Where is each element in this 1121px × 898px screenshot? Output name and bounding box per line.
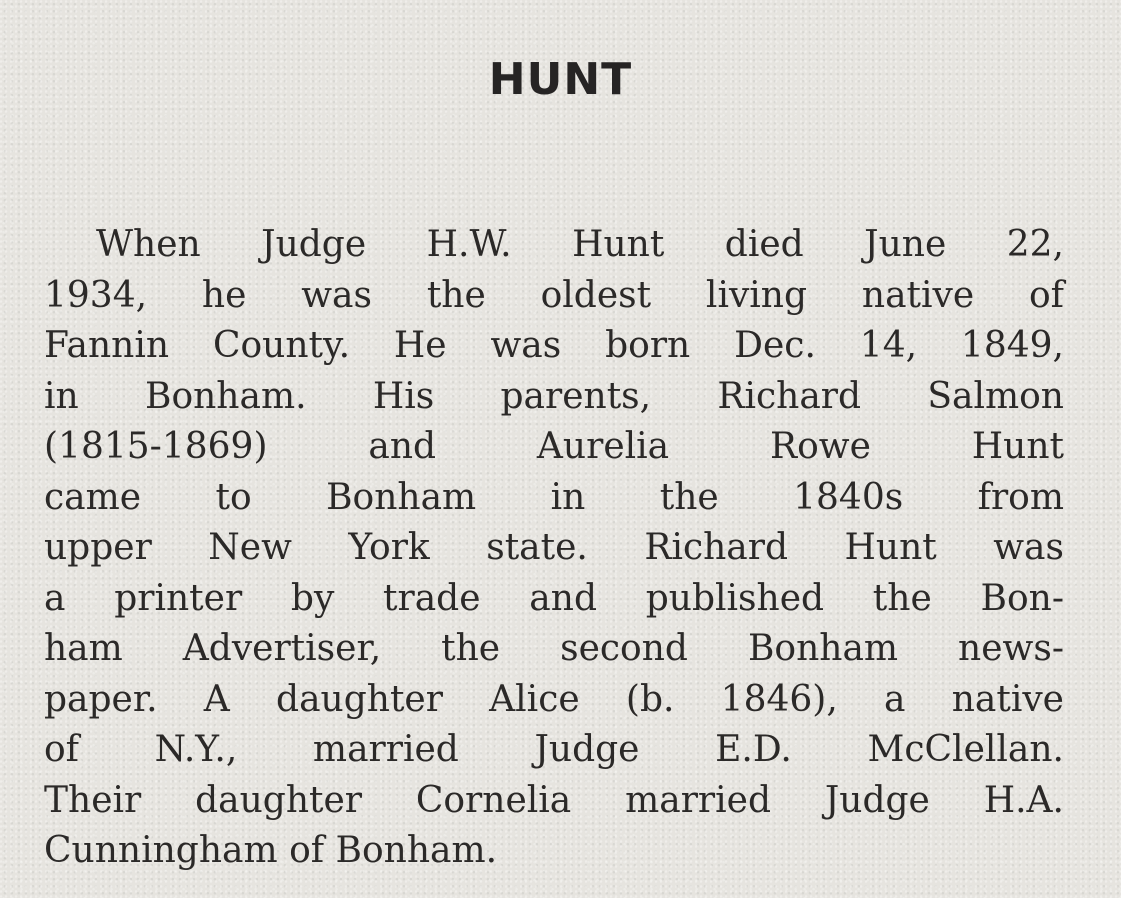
body-line-12: Their daughter Cornelia married Judge H.A.: [44, 779, 1064, 821]
body-line-11: of N.Y., married Judge E.D. McClellan.: [44, 729, 1064, 770]
article-title: HUNT: [488, 54, 633, 105]
body-line-9: ham Advertiser, the second Bonham news-: [44, 628, 1064, 669]
body-line-1: When Judge H.W. Hunt died June 22,: [96, 224, 1064, 265]
body-line-4: in Bonham. His parents, Richard Salmon: [44, 375, 1064, 417]
article-body: [44, 220, 1064, 877]
body-line-8: a printer by trade and published the Bon-: [44, 577, 1064, 619]
body-line-5: (1815-1869) and Aurelia Rowe Hunt: [44, 426, 1064, 467]
body-line-7: upper New York state. Richard Hunt was: [44, 527, 1064, 568]
body-line-13: Cunningham of Bonham.: [44, 830, 498, 871]
body-line-6: came to Bonham in the 1840s from: [44, 476, 1064, 518]
body-line-3: Fannin County. He was born Dec. 14, 1849,: [44, 325, 1064, 366]
body-line-10: paper. A daughter Alice (b. 1846), a native: [44, 678, 1064, 720]
body-line-2: 1934, he was the oldest living native of: [44, 274, 1064, 316]
